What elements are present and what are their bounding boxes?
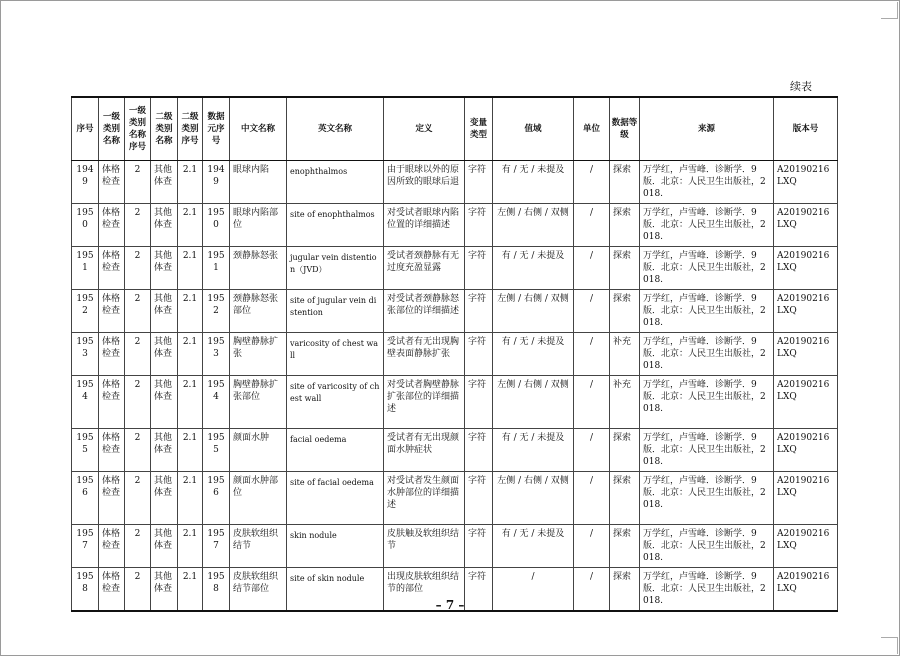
cell-cat2-no: 2.1 [178,472,203,525]
cell-source: 万学红，卢雪峰．诊断学．9 版．北京：人民卫生出版社，2018. [640,472,774,525]
crop-mark [881,2,898,19]
cell-cat1-no: 2 [125,472,151,525]
cell-def: 对受试者眼球内陷位置的详细描述 [384,204,465,247]
cell-range: 有 / 无 / 未提及 [493,429,574,472]
cell-elem-no: 1952 [203,290,230,333]
cell-range: 左侧 / 右侧 / 双侧 [493,290,574,333]
cell-cat1-no: 2 [125,568,151,612]
cell-source: 万学红，卢雪峰．诊断学．9 版．北京：人民卫生出版社，2018. [640,161,774,204]
cell-unit: / [574,247,610,290]
cell-elem-no: 1951 [203,247,230,290]
col-header: 中文名称 [230,97,287,161]
cell-range: 有 / 无 / 未提及 [493,161,574,204]
cell-elem-no: 1953 [203,333,230,376]
cell-cat1-no: 2 [125,525,151,568]
cell-level: 探索 [610,525,640,568]
cell-cat1: 体格检查 [99,204,125,247]
cell-cat1: 体格检查 [99,429,125,472]
cell-cat1: 体格检查 [99,290,125,333]
cell-elem-no: 1958 [203,568,230,612]
cell-cat2-no: 2.1 [178,525,203,568]
cell-cat1: 体格检查 [99,333,125,376]
cell-source: 万学红，卢雪峰．诊断学．9 版．北京：人民卫生出版社，2018. [640,247,774,290]
cell-cat2-no: 2.1 [178,429,203,472]
cell-version: A20190216LXQ [774,247,838,290]
col-header: 变量类型 [465,97,493,161]
cell-cat1: 体格检查 [99,568,125,612]
cell-range: 有 / 无 / 未提及 [493,247,574,290]
cell-cn: 胸壁静脉扩张 [230,333,287,376]
cell-elem-no: 1954 [203,376,230,429]
cell-en: site of enophthalmos [287,204,384,247]
page-number: – 7 – [435,598,465,612]
cell-vtype: 字符 [465,568,493,612]
cell-cn: 眼球内陷部位 [230,204,287,247]
cell-en: jugular vein distention（JVD） [287,247,384,290]
cell-cat2: 其他体查 [151,204,178,247]
cell-elem-no: 1950 [203,204,230,247]
table-body [72,161,838,612]
cell-vtype: 字符 [465,247,493,290]
cell-en: site of jugular vein distention [287,290,384,333]
col-header: 序号 [72,97,99,161]
col-header: 数据元序号 [203,97,230,161]
cell-def: 由于眼球以外的原因所致的眼球后退 [384,161,465,204]
col-header: 值域 [493,97,574,161]
cell-cat1-no: 2 [125,333,151,376]
data-element-table [71,96,838,612]
cell-cat1-no: 2 [125,204,151,247]
cell-def: 对受试者颈静脉怒张部位的详细描述 [384,290,465,333]
cell-level: 探索 [610,204,640,247]
cell-range: 左侧 / 右侧 / 双侧 [493,376,574,429]
cell-en: site of varicosity of chest wall [287,376,384,429]
cell-source: 万学红，卢雪峰．诊断学．9 版．北京：人民卫生出版社，2018. [640,333,774,376]
cell-cat2-no: 2.1 [178,161,203,204]
cell-version: A20190216LXQ [774,333,838,376]
continued-label: 续表 [790,80,812,93]
cell-def: 受试者有无出现胸壁表面静脉扩张 [384,333,465,376]
cell-unit: / [574,472,610,525]
cell-no: 1958 [72,568,99,612]
cell-cat1-no: 2 [125,290,151,333]
cell-no: 1957 [72,525,99,568]
cell-def: 对受试者发生颜面水肿部位的详细描述 [384,472,465,525]
cell-elem-no: 1957 [203,525,230,568]
cell-unit: / [574,290,610,333]
cell-cn: 颜面水肿部位 [230,472,287,525]
cell-vtype: 字符 [465,290,493,333]
table-row [72,472,838,525]
cell-source: 万学红，卢雪峰．诊断学．9 版．北京：人民卫生出版社，2018. [640,204,774,247]
cell-en: site of skin nodule [287,568,384,612]
cell-elem-no: 1955 [203,429,230,472]
cell-cat2: 其他体查 [151,333,178,376]
cell-source: 万学红，卢雪峰．诊断学．9 版．北京：人民卫生出版社，2018. [640,525,774,568]
table-header-row [72,97,838,161]
table-row [72,204,838,247]
cell-version: A20190216LXQ [774,290,838,333]
cell-level: 探索 [610,429,640,472]
col-header: 版本号 [774,97,838,161]
cell-cat2-no: 2.1 [178,247,203,290]
cell-cat1-no: 2 [125,247,151,290]
cell-en: varicosity of chest wall [287,333,384,376]
cell-cat2: 其他体查 [151,472,178,525]
cell-vtype: 字符 [465,333,493,376]
cell-level: 探索 [610,247,640,290]
cell-version: A20190216LXQ [774,568,838,612]
cell-vtype: 字符 [465,472,493,525]
cell-cn: 颜面水肿 [230,429,287,472]
cell-cat2-no: 2.1 [178,376,203,429]
cell-vtype: 字符 [465,525,493,568]
cell-elem-no: 1949 [203,161,230,204]
col-header: 一级类别名称 [99,97,125,161]
cell-unit: / [574,204,610,247]
col-header: 定义 [384,97,465,161]
cell-cat2: 其他体查 [151,290,178,333]
cell-cn: 颈静脉怒张部位 [230,290,287,333]
cell-en: skin nodule [287,525,384,568]
cell-no: 1951 [72,247,99,290]
cell-cat2-no: 2.1 [178,333,203,376]
cell-level: 补充 [610,333,640,376]
table-row [72,429,838,472]
cell-source: 万学红，卢雪峰．诊断学．9 版．北京：人民卫生出版社，2018. [640,429,774,472]
table-row [72,161,838,204]
cell-source: 万学红，卢雪峰．诊断学．9 版．北京：人民卫生出版社，2018. [640,290,774,333]
cell-no: 1950 [72,204,99,247]
cell-range: 有 / 无 / 未提及 [493,333,574,376]
cell-cat2: 其他体查 [151,525,178,568]
cell-cn: 皮肤软组织结节 [230,525,287,568]
cell-def: 对受试者胸壁静脉扩张部位的详细描述 [384,376,465,429]
cell-unit: / [574,161,610,204]
cell-cat1: 体格检查 [99,472,125,525]
cell-cat2: 其他体查 [151,568,178,612]
cell-unit: / [574,376,610,429]
cell-range: 左侧 / 右侧 / 双侧 [493,204,574,247]
cell-en: enophthalmos [287,161,384,204]
cell-def: 受试者颈静脉有无过度充盈显露 [384,247,465,290]
col-header: 二级类别序号 [178,97,203,161]
cell-range: 左侧 / 右侧 / 双侧 [493,472,574,525]
col-header: 单位 [574,97,610,161]
cell-vtype: 字符 [465,204,493,247]
col-header: 英文名称 [287,97,384,161]
cell-vtype: 字符 [465,161,493,204]
cell-range: 有 / 无 / 未提及 [493,525,574,568]
cell-cat1-no: 2 [125,429,151,472]
cell-no: 1949 [72,161,99,204]
cell-cn: 眼球内陷 [230,161,287,204]
cell-cat1: 体格检查 [99,247,125,290]
cell-no: 1954 [72,376,99,429]
table-row [72,376,838,429]
cell-level: 探索 [610,161,640,204]
cell-en: site of facial oedema [287,472,384,525]
cell-cat2: 其他体查 [151,161,178,204]
cell-source: 万学红，卢雪峰．诊断学．9 版．北京：人民卫生出版社，2018. [640,568,774,612]
cell-level: 补充 [610,376,640,429]
cell-unit: / [574,568,610,612]
cell-cat1-no: 2 [125,161,151,204]
cell-range: / [493,568,574,612]
cell-version: A20190216LXQ [774,376,838,429]
cell-no: 1953 [72,333,99,376]
cell-unit: / [574,429,610,472]
cell-unit: / [574,525,610,568]
cell-def: 皮肤触及软组织结节 [384,525,465,568]
col-header: 一级类别名称序号 [125,97,151,161]
cell-version: A20190216LXQ [774,161,838,204]
cell-level: 探索 [610,568,640,612]
cell-vtype: 字符 [465,376,493,429]
table-row [72,290,838,333]
cell-version: A20190216LXQ [774,472,838,525]
col-header: 来源 [640,97,774,161]
cell-cat2: 其他体查 [151,429,178,472]
cell-def: 受试者有无出现颜面水肿症状 [384,429,465,472]
cell-source: 万学红，卢雪峰．诊断学．9 版．北京：人民卫生出版社，2018. [640,376,774,429]
crop-mark [881,637,898,654]
cell-cat2: 其他体查 [151,376,178,429]
cell-cat1: 体格检查 [99,525,125,568]
cell-cat2-no: 2.1 [178,568,203,612]
cell-no: 1956 [72,472,99,525]
cell-vtype: 字符 [465,429,493,472]
cell-no: 1952 [72,290,99,333]
cell-unit: / [574,333,610,376]
cell-level: 探索 [610,472,640,525]
table-row [72,247,838,290]
cell-cat1: 体格检查 [99,376,125,429]
cell-cn: 颈静脉怒张 [230,247,287,290]
cell-en: facial oedema [287,429,384,472]
col-header: 二级类别名称 [151,97,178,161]
table-row [72,333,838,376]
cell-no: 1955 [72,429,99,472]
cell-version: A20190216LXQ [774,429,838,472]
cell-cat1: 体格检查 [99,161,125,204]
cell-cn: 胸壁静脉扩张部位 [230,376,287,429]
cell-cat2-no: 2.1 [178,204,203,247]
cell-def: 出现皮肤软组织结节的部位 [384,568,465,612]
cell-elem-no: 1956 [203,472,230,525]
cell-level: 探索 [610,290,640,333]
col-header: 数据等级 [610,97,640,161]
cell-cn: 皮肤软组织结节部位 [230,568,287,612]
cell-version: A20190216LXQ [774,204,838,247]
cell-cat2-no: 2.1 [178,290,203,333]
cell-cat1-no: 2 [125,376,151,429]
table-row [72,525,838,568]
cell-version: A20190216LXQ [774,525,838,568]
cell-cat2: 其他体查 [151,247,178,290]
